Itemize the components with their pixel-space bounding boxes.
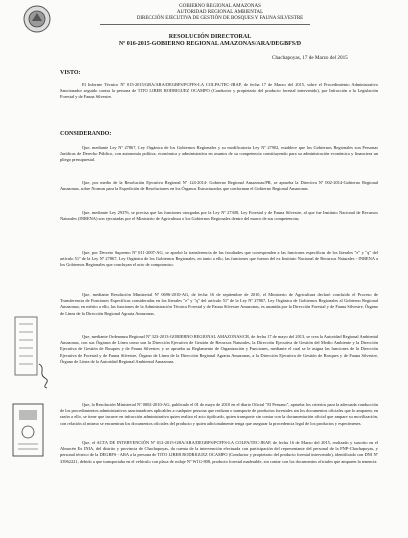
office-stamp-icon [10,400,46,460]
resolution-title: RESOLUCIÓN DIRECTORAL [168,34,252,40]
regional-seal-icon [22,4,52,34]
paragraph-decreto-supremo: Que, por Decreto Supremo Nº 011-2007-AG, se aprobó la transferencia de las facultades que corresponden a las funciones específicas de los literales "e" y "q" del artículo 51º de la Ley Nº 27867, Ley Orgánica de los Gobiernos Regionales, en tanto a ello, las funciones que fueron del ex Instituto Nacional de Recursos Naturales - INRENA a los Gobiernos Regionales que concluyan el acto de compromiso. [60,250,378,268]
paragraph-acta-intervencion: Que, el ACTA DE INTERVENCIÓN Nº 012-2015-GRA/ARA/DEGBFS/PCFFS-LA COLPA/TEC-JRAP, de fecha 16 de Marzo del 2015, realizado y suscrito en el Almacén Ex INIA, del distrito y provincia de Chachapoyas, da cuenta de la intervención efectuada con participación del representante del personal de la PNP-Chachapoyas, y personal técnico de la DEGBFS - ARA a la persona de TITO LIBER RODRIGUEZ OCAMPO (Conductor y propietario del producto forestal intervenido), identificado con DNI Nº 33962221, debido a que transportaba en el vehículo con placa de rodaje Nº W1G-808, producto forestal maderable, sin contar con los documentos oficiales que amparen la tenencia [60,440,378,464]
paragraph-ordenanza-regional: Que, mediante Ordenanza Regional Nº 323-2013-GOBIERNO REGIONAL AMAZONAS/CR, de fecha 17 de mayo del 2013, se crea la Autoridad Regional Ambiental Amazonas, con sus Órganos de Línea como son la Dirección Ejecutiva de Gestión de Recursos Naturales, la Dirección Ejecutiva de Gestión del Medio Ambiente y la Dirección Ejecutiva de Gestión de Bosques y de Fauna Silvestre; y se aprueba su Reglamento de Organización y Funciones, mediante el cual se le asigna las funciones de la Dirección Ejecutiva de Forestal y de Fauna Silvestre, Órgano de Línea de la Dirección Regional Agraria Amazonas, a la Dirección Ejecutiva de Gestión de Bosques y de Fauna Silvestre, Órgano de Línea de la Autoridad Regional Ambiental Amazonas. [60,334,378,364]
header-line-2: AUTORIDAD REGIONAL AMBIENTAL [176,10,264,15]
resolution-number: Nº 016-2015-GOBIERNO REGIONAL AMAZONAS/ARA/DEGBFS/D [118,41,302,47]
header-line-1: GOBIERNO REGIONAL AMAZONAS [179,4,261,9]
header-divider [100,24,310,25]
date-line: Chachapoyas, 17 de Marzo del 2015 [272,55,348,61]
paragraph-resolucion-ministerial-0002: Que, la Resolución Ministerial Nº 0002-2010-AG, publicado el 01 de mayo de 2010 en el diario Oficial "El Peruano", aprueba los criterios para la adecuada conducción de los procedimientos administrativos sancionadores aplicables a cualquier persona que realizan o transporte de productos forestales sin los documentos oficiales que lo amparen; en razón a ello, se tiene que incurre en infracción administrativa quien realiza el acto tipificado, quien transporte sin contar con la documentación oficial que ampare su movilización, con relación al mismo se encuentran los documentos oficiales del producto y quien adicionalmente tenga que asegurar la procedencia legal de los productos y especímenes. [60,402,378,426]
paragraph-visto: El Informe Técnico Nº 015-2015/GRA/ARA/DEGBFS/PCFFS-LA COLPA/TEC-JRAP, de fecha 17 de Marzo del 2015, sobre el Procedimiento Administrativo Sancionador seguido contra la persona de TITO LIBER RODRIGUEZ OCAMPO (Conductor y propietario del producto forestal intervenido), por Infracción a la Legislación Forestal y de Fauna Silvestre. [60,82,378,100]
header-line-3: DIRECCIÓN EJECUTIVA DE GESTIÓN DE BOSQUES Y FAUNA SILVESTRE [136,16,304,21]
vertical-stamp-icon [14,316,38,376]
paragraph-ley-29376: Que, mediante Ley 29376, se precisa que las funciones otorgadas por la Ley Nº 27308, Ley Forestal y de Fauna Silvestre, al que fue Instituto Nacional de Recursos Naturales (INRENA) son ejecutadas por el Ministerio de Agricultura o los Gobiernos Regionales dentro del marco de sus competencias; [60,210,378,222]
paragraph-ley-27867: Que, mediante Ley Nº 27867, Ley Orgánica de los Gobiernos Regionales y su modificatoria Ley Nº 27902, establece que los Gobiernos Regionales son Personas Jurídicas de Derecho Público, con autonomía política, económica y administrativa en asuntos de su competencia constituyendo para su administración económica y financiera un pliego presupuestal. [60,145,378,163]
paragraph-resolucion-ministerial-0696: Que, mediante Resolución Ministerial Nº 0696-2010-AG, de fecha 16 de septiembre de 2010, el Ministerio de Agricultura declaró concluido el Proceso de Transferencia de Funciones Específicas consideradas en los literales "e" y "q" del artículo 51º de la Ley Nº 27867, Ley Orgánica de Gobiernos Regionales al Gobierno Regional Amazonas; en mérito a ello, las funciones de la Administración Técnica Forestal y de Fauna Silvestre Amazonas, es asumida por la Dirección Forestal y de Fauna Silvestre, Órgano de Línea de la Dirección Regional Agraria Amazonas. [60,292,378,316]
paragraph-resolucion-ejecutiva: Que, por medio de la Resolución Ejecutiva Regional Nº 124-2014- Gobierno Regional Amazonas/PR, se aprueba la Directiva Nº 002-2014-Gobierno Regional Amazonas, sobre Normas para la Expedición de Resoluciones en los Órganos Estructurados que conforman el Gobierno Regional Amazonas. [60,180,378,192]
section-considerando: CONSIDERANDO: [60,131,112,137]
section-visto: VISTO: [60,70,81,76]
signature-mark-icon [36,360,50,390]
